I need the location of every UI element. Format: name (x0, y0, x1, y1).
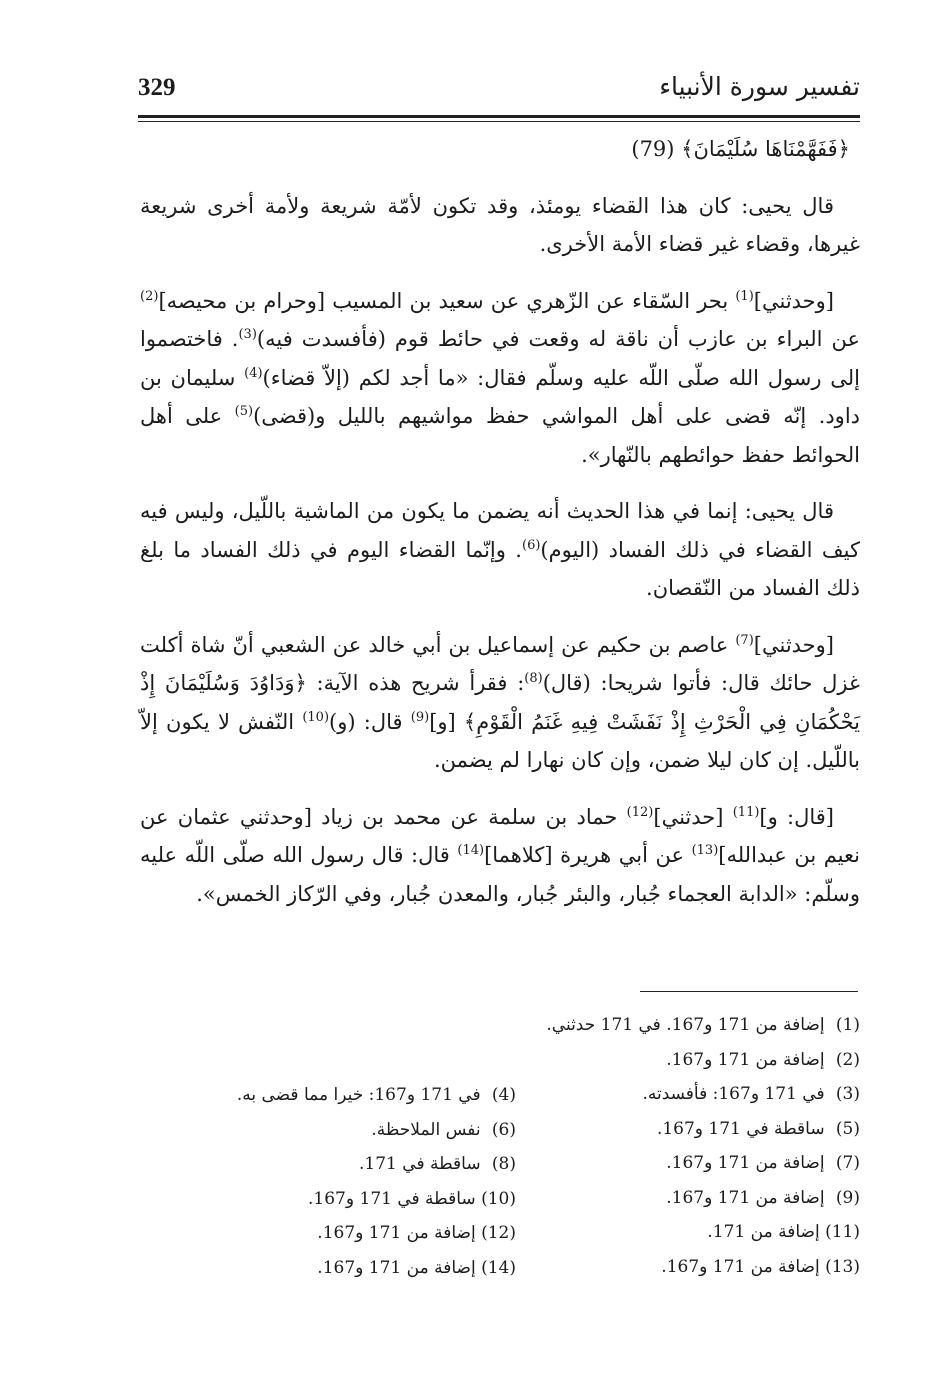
footnote-ref: (3) (238, 327, 257, 342)
footnote-ref: (1) (735, 288, 754, 304)
paragraph: قال يحيى: كان هذا القضاء يومئذ، وقد تكون لأمّة شريعة ولأمة أخرى شريعة غيرها، وقضاء غير قضاء الأمة الأخرى. (140, 193, 860, 256)
footnote-ref: (12) (626, 804, 654, 820)
footnote: (10) ساقطة في 171 و167. (308, 1188, 516, 1209)
paragraph: قال يحيى: إنما في هذا الحديث أنه يضمن ما يكون من الماشية باللّيل، وليس فيه كيف القضاء في ذلك الفساد (اليوم)$^{(6)}$. وإنّما القضاء اليوم في ذلك الفساد ما بلغ ذلك الفساد من النّقصان. (140, 499, 860, 600)
footnote: (1) إضافة من 171 و167. في 171 حدثني. (546, 1015, 860, 1035)
footnote-ref: (7) (735, 632, 754, 648)
header-rule-thick (138, 115, 860, 118)
footnote-ref: (14) (457, 843, 485, 858)
footnote-ref: (2) (140, 288, 159, 304)
footnote: (14) إضافة من 171 و167. (317, 1257, 516, 1278)
footnotes-right-column (490, 1008, 860, 1284)
footnote-ref: (8) (524, 671, 543, 686)
main-text (140, 130, 860, 931)
page-header (138, 62, 860, 118)
footnotes-left-column (176, 1078, 516, 1285)
footnote-separator (640, 991, 858, 992)
footnote: (7) إضافة من 171 و167. (666, 1153, 860, 1173)
page-number: 329 (138, 74, 176, 101)
paragraph: [وحدثني]$^{(1)}$ بحر السّقاء عن الزّهري عن سعيد بن المسيب [وحرام بن محيصه]$^{(2)}$ عن البراء بن عازب أن ناقة له وقعت في حائط قوم (فأفسدت فيه)$^{(3)}$. فاختصموا إلى رسول الله صلّى اللّه عليه وسلّم فقال: «ما أجد لكم (إلاّ قضاء)$^{(4)}$ سليمان بن داود. إنّه قضى على أهل المواشي حفظ مواشيهم بالليل و(قضى)$^{(5)}$ على أهل الحوائط حفظ حوائطهم بالنّهار». (140, 288, 861, 467)
paragraph: [قال: و]$^{(11)}$ [حدثني]$^{(12)}$ حماد بن سلمة عن محمد بن زياد [وحدثني عثمان عن نعيم بن عبدالله]$^{(13)}$ عن أبي هريرة [كلاهما]$^{(14)}$ قال: قال رسول الله صلّى اللّه عليه وسلّم: «الدابة العجماء جُبار، والبئر جُبار، والمعدن جُبار، وفي الرّكاز الخمس». (140, 804, 860, 906)
footnote: (2) إضافة من 171 و167. (666, 1049, 860, 1070)
footnote-ref: (6) (521, 537, 541, 553)
footnote: (4) في 171 و167: خيرا مما قضى به. (236, 1085, 516, 1105)
quranic-verse: ﴿فَفَهَّمْنَاهَا سُلَيْمَانَ﴾ (79) (631, 137, 850, 161)
header-rule-thin (138, 121, 860, 122)
footnote: (5) ساقطة في 171 و167. (656, 1118, 860, 1139)
footnote: (12) إضافة من 171 و167. (317, 1223, 516, 1243)
footnote-ref: (5) (234, 404, 254, 419)
footnote: (6) نفس الملاحظة. (371, 1119, 516, 1140)
footnote-ref: (4) (244, 365, 263, 381)
paragraph: [وحدثني]$^{(7)}$ عاصم بن حكيم عن إسماعيل بن أبي خالد عن الشعبي أنّ شاة أكلت غزل حائك قال: فأتوا شريحا: (قال)$^{(8)}$: فقرأ شريح هذه الآية: ﴿وَدَاوُدَ وَسُلَيْمَانَ إِذْ يَحْكُمَانِ فِي الْحَرْثِ إِذْ نَفَشَتْ فِيهِ غَنَمُ الْقَوْمِ﴾ [و]$^{(9)}$ قال: (و)$^{(10)}$ النّفش لا يكون إلاّ باللّيل. إن كان ليلا ضمن، وإن كان نهارا لم يضمن. (140, 632, 860, 772)
footnote: (9) إضافة من 171 و167. (666, 1187, 860, 1208)
footnote-ref: (13) (691, 843, 719, 858)
footnote-ref: (10) (302, 709, 330, 725)
footnote: (8) ساقطة في 171. (359, 1154, 516, 1174)
footnote: (13) إضافة من 171 و167. (661, 1256, 860, 1277)
footnote-ref: (9) (410, 709, 430, 725)
footnote-ref: (11) (732, 804, 760, 820)
footnote: (11) إضافة من 171. (707, 1222, 860, 1242)
footnote: (3) في 171 و167: فأفسدته. (642, 1084, 860, 1104)
running-title: تفسير سورة الأنبياء (659, 72, 860, 101)
